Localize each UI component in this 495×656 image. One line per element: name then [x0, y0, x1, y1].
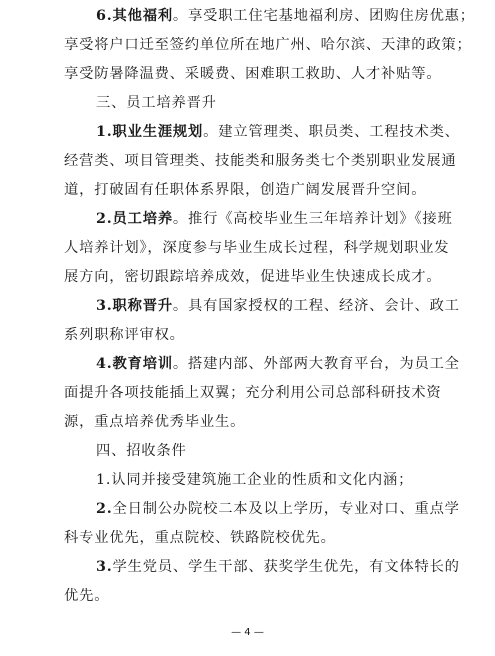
- section-heading-four: 四、招收条件: [96, 443, 187, 459]
- page-number: — 4 —: [231, 627, 264, 638]
- education-num: 4.: [96, 356, 113, 372]
- condition-2-line-1: [96, 499, 472, 519]
- benefits-line-1: [96, 6, 475, 26]
- condition-3-text-1: 学生党员、学生干部、获奖学生优先，有文体特长的: [112, 559, 460, 575]
- training-text-1: 。推行《高校毕业生三年培养计划》《接班: [172, 211, 453, 227]
- condition-1-text: 1.认同并接受建筑施工企业的性质和文化内涵；: [96, 472, 414, 488]
- condition-2-text-1: 全日制公办院校二本及以上学历，专业对口、重点学: [112, 501, 460, 517]
- career-heading: 职业生涯规划: [112, 124, 204, 140]
- training-heading: 员工培养: [112, 211, 173, 227]
- education-text-1: 。搭建内部、外部两大教育平台，为员工全: [172, 356, 460, 372]
- training-text-2: 人培养计划》，深度参与毕业生成长过程，科学规划职业发: [64, 240, 450, 256]
- career-text-3: 道，打破固有任职体系界限，创造广阔发展晋升空间。: [64, 182, 427, 198]
- education-heading: 教育培训: [112, 356, 173, 372]
- benefits-num: 6.: [96, 8, 113, 24]
- condition-3-line-1: [96, 557, 472, 577]
- benefits-text-1: 。享受职工住宅基地福利房、团购住房优惠；: [172, 8, 475, 24]
- career-text-1: 。建立管理类、职员类、工程技术类、: [203, 124, 460, 140]
- education-text-2: 面提升各项技能插上双翼；充分利用公司总部科研技术资: [64, 385, 442, 401]
- title-promo-text-1: 。具有国家授权的工程、经济、会计、政工: [172, 298, 460, 314]
- section-heading-three: 三、员工培养晋升: [96, 95, 217, 111]
- title-promo-text-2: 系列职称评审权。: [64, 327, 185, 343]
- education-text-3: 源，重点培养优秀毕业生。: [64, 414, 246, 430]
- title-promo-num: 3.: [96, 298, 113, 314]
- benefits-heading: 其他福利: [112, 8, 173, 24]
- benefits-text-2: 享受将户口迁至签约单位所在地广州、哈尔滨、天津的政策；: [64, 37, 472, 53]
- condition-2-text-2: 科专业优先，重点院校、铁路院校优先。: [64, 530, 336, 546]
- condition-3-text-2: 优先。: [64, 588, 110, 604]
- career-text-2: 经营类、项目管理类、技能类和服务类七个类别职业发展通: [64, 153, 457, 169]
- benefits-text-3: 享受防暑降温费、采暖费、困难职工救助、人才补贴等。: [64, 66, 442, 82]
- education-line-1: [96, 354, 472, 374]
- training-num: 2.: [96, 211, 113, 227]
- condition-2-num: 2.: [96, 501, 113, 517]
- training-text-3: 展方向，密切跟踪培养成效，促进毕业生快速成长成才。: [64, 269, 442, 285]
- title-promo-line-1: [96, 296, 472, 316]
- training-line-1: [96, 209, 472, 229]
- title-promo-heading: 职称晋升: [112, 298, 173, 314]
- career-line-1: [96, 122, 472, 142]
- career-num: 1.: [96, 124, 113, 140]
- condition-3-num: 3.: [96, 559, 113, 575]
